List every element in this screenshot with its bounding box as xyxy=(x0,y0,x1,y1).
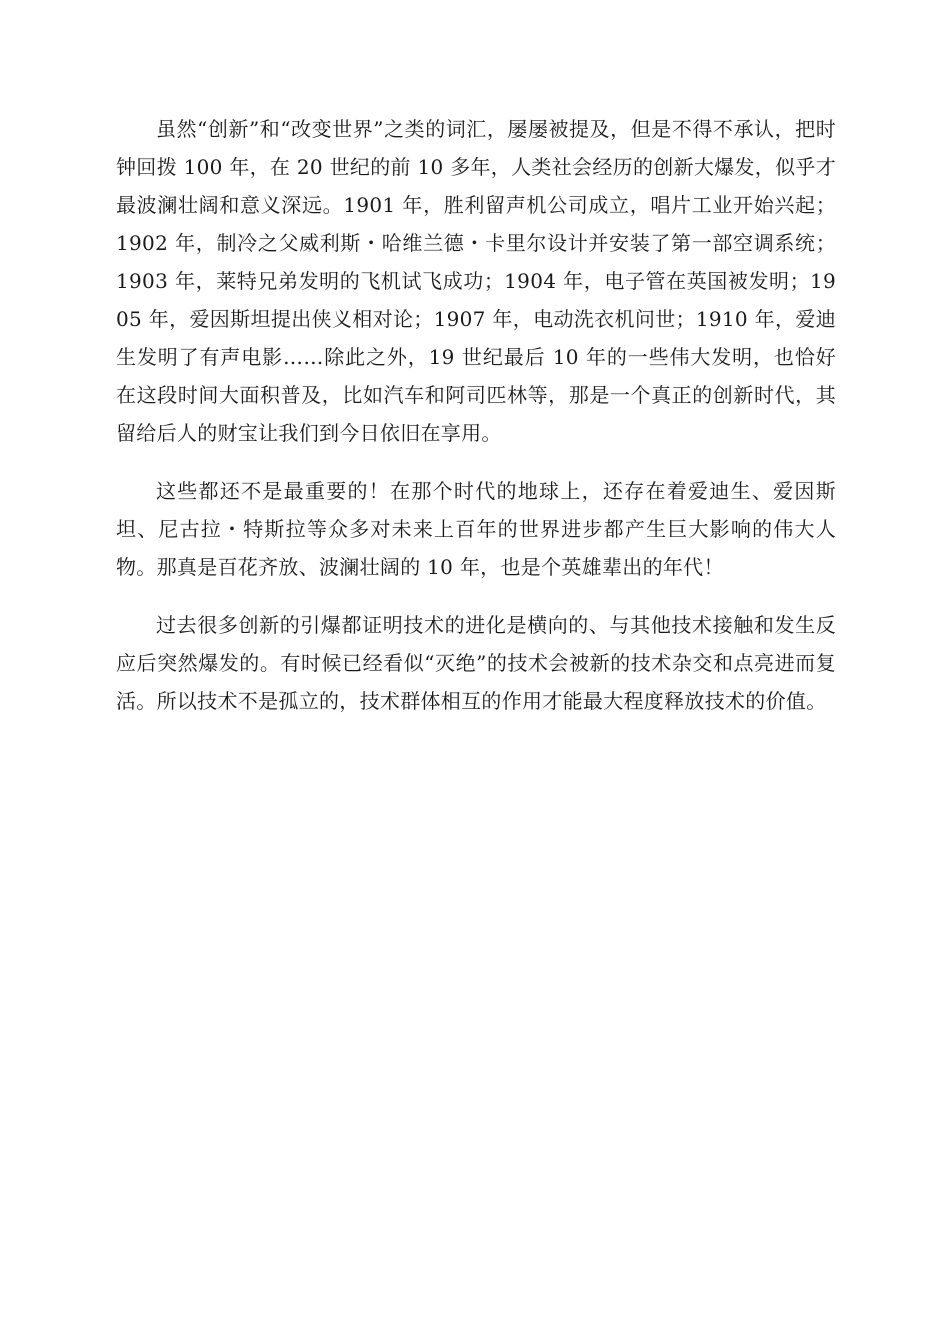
document-body xyxy=(116,110,836,740)
paragraph-3: 过去很多创新的引爆都证明技术的进化是横向的、与其他技术接触和发生反应后突然爆发的。有时候已经看似“灭绝”的技术会被新的技术杂交和点亮进而复活。所以技术不是孤立的，技术群体相互的作用才能最大程度释放技术的价值。 xyxy=(116,613,836,713)
paragraph-1: 虽然“创新”和“改变世界”之类的词汇，屡屡被提及，但是不得不承认，把时钟回拨 100 年，在 20 世纪的前 10 多年，人类社会经历的创新大爆发，似乎才最波澜壮阔和意义深远。1901 年，胜利留声机公司成立，唱片工业开始兴起；1902 年，制冷之父威利斯・哈维兰德・卡里尔设计并安装了第一部空调系统；1903 年，莱特兄弟发明的飞机试飞成功；1904 年，电子管在英国被发明；1905 年，爱因斯坦提出侠义相对论；1907 年，电动洗衣机问世；1910 年，爱迪生发明了有声电影……除此之外，19 世纪最后 10 年的一些伟大发明，也恰好在这段时间大面积普及，比如汽车和阿司匹林等，那是一个真正的创新时代，其留给后人的财宝让我们到今日依旧在享用。 xyxy=(116,117,836,445)
paragraph-2: 这些都还不是最重要的！在那个时代的地球上，还存在着爱迪生、爱因斯坦、尼古拉・特斯拉等众多对未来上百年的世界进步都产生巨大影响的伟大人物。那真是百花齐放、波澜壮阔的 10 年，也是个英雄辈出的年代！ xyxy=(116,479,836,579)
